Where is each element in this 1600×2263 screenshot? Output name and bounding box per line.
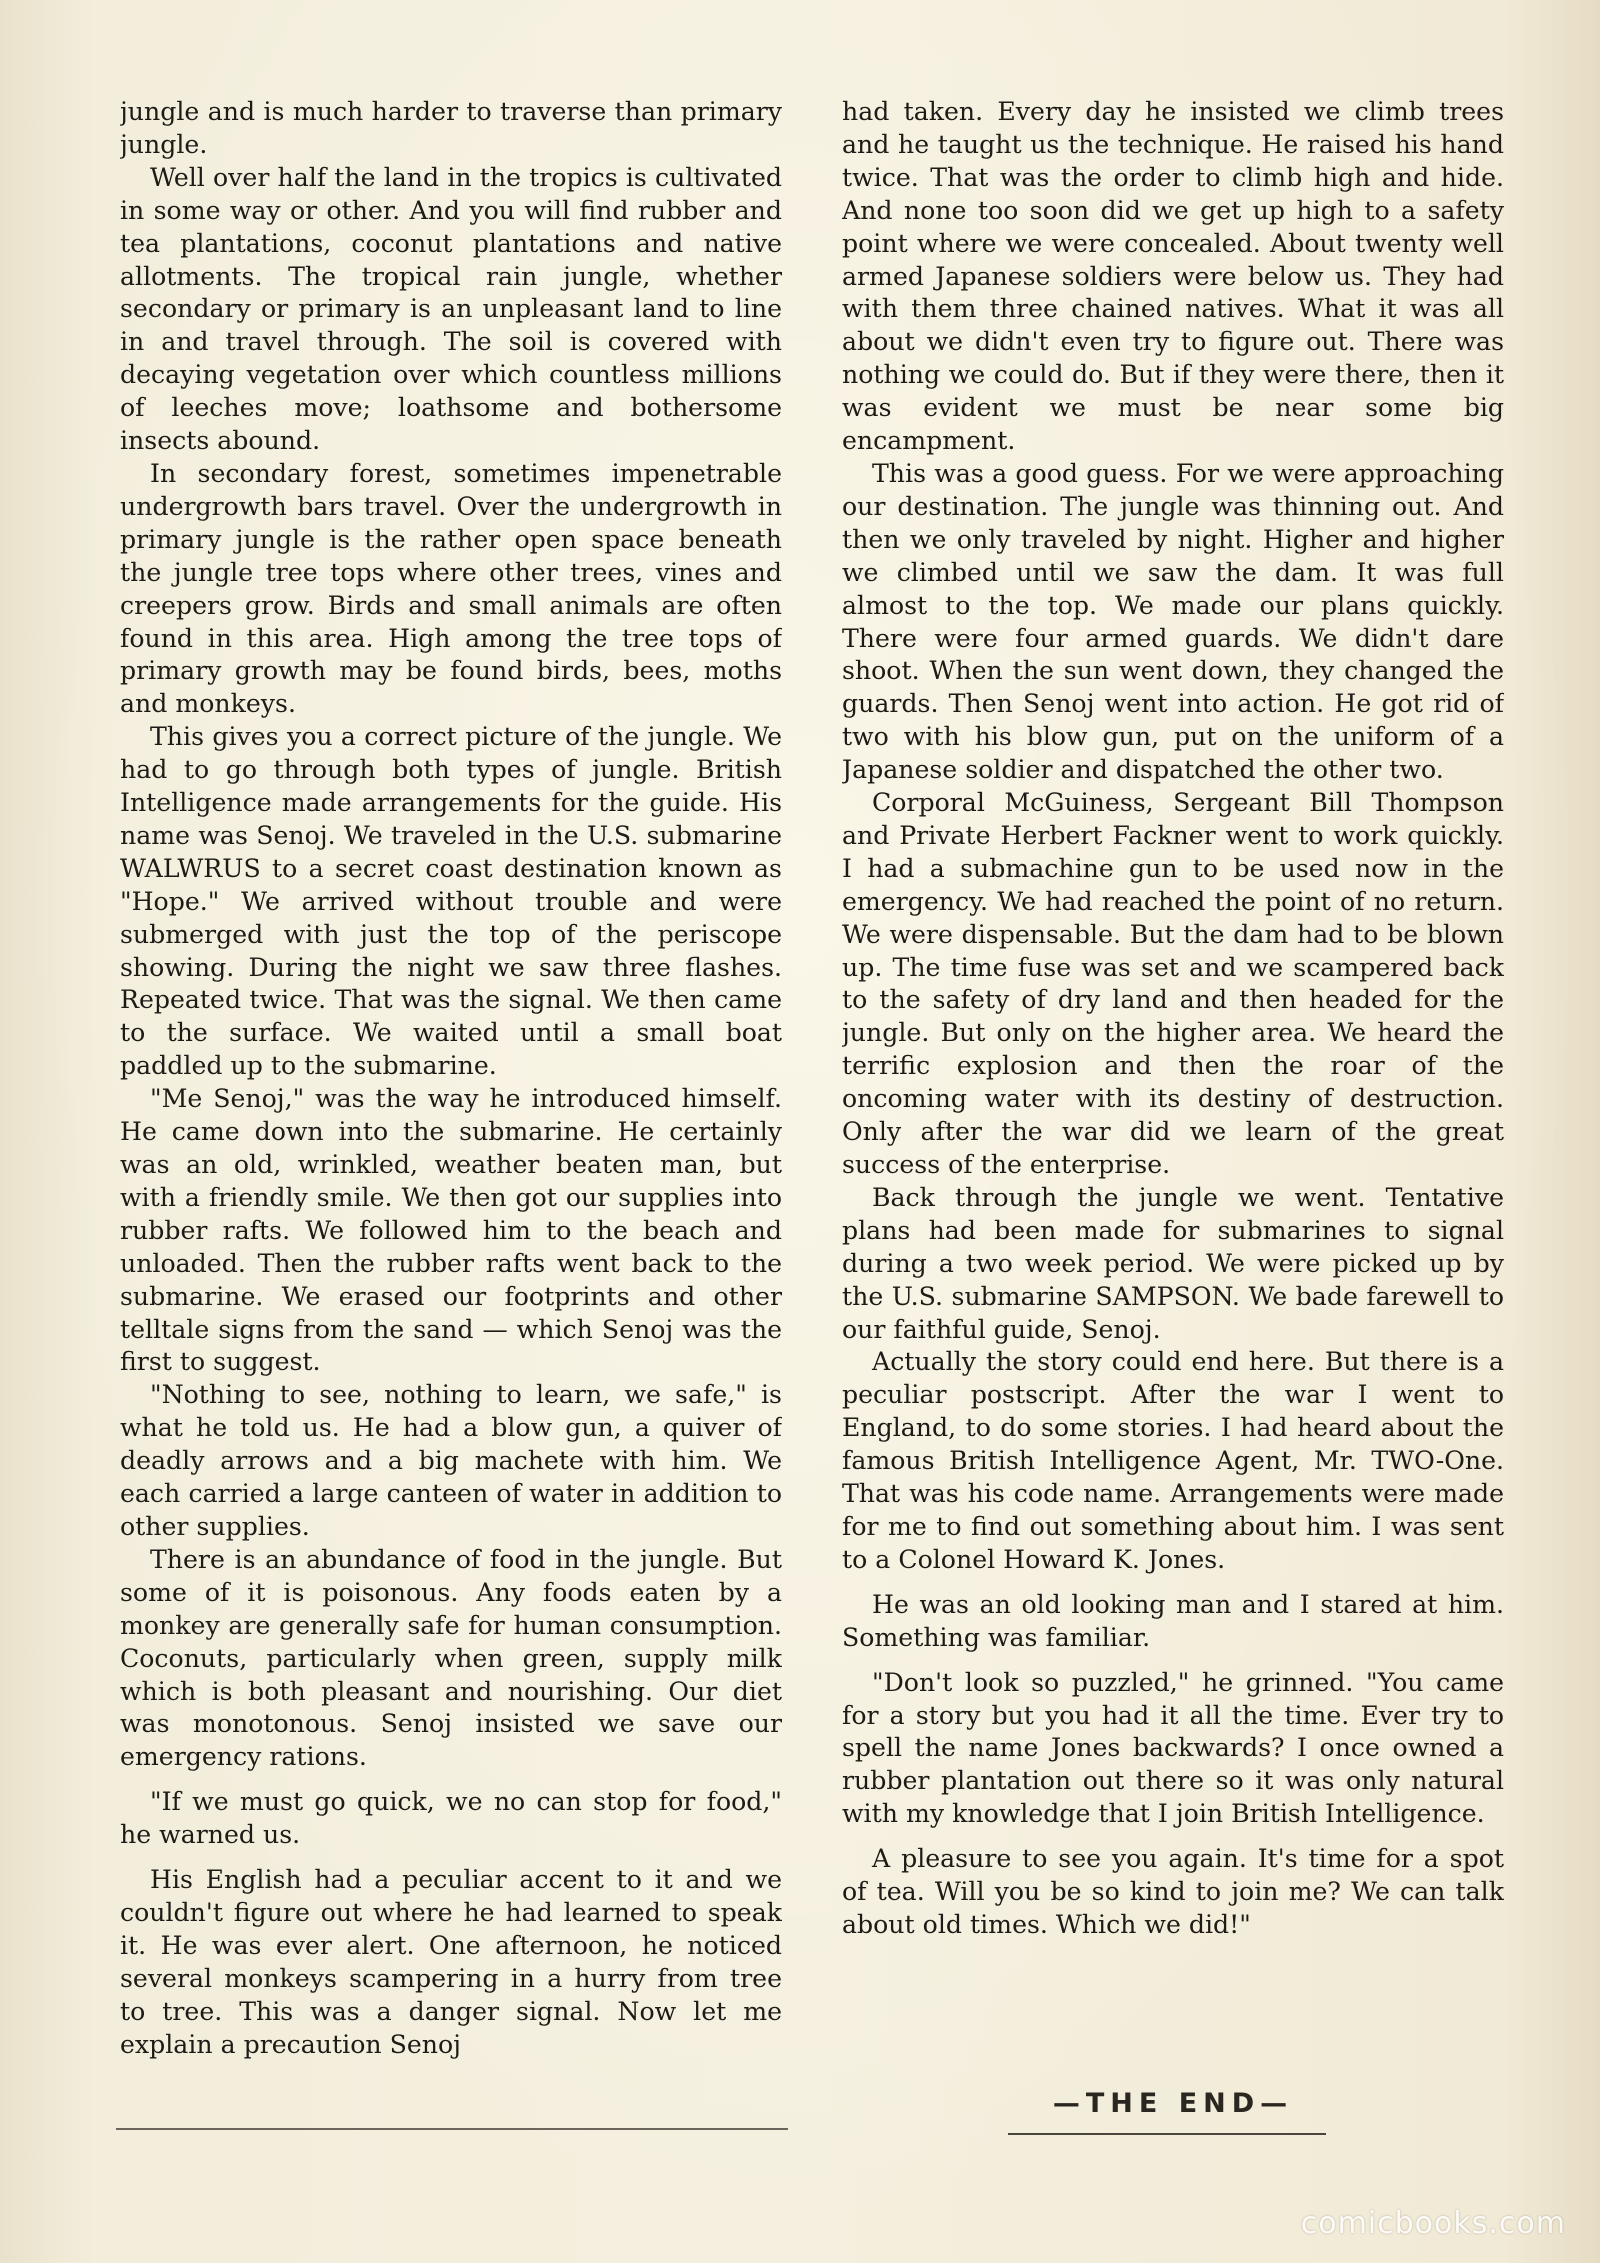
left-text-column (120, 96, 782, 2126)
paragraph: Back through the jungle we went. Tentative plans had been made for submarines to signal during a two week period. We were picked up by the U.S. submarine SAMPSON. We bade farewell to our faithful guide, Senoj. (842, 1182, 1504, 1344)
paragraph: "Me Senoj," was the way he introduced himself. He came down into the submarine. He certainly was an old, wrinkled, weather beaten man, but with a friendly smile. We then got our supplies into rubber rafts. We followed him to the beach and unloaded. Then the rubber rafts went back to the submarine. We erased our footprints and other telltale signs from the sand — which Senoj was the first to suggest. (120, 1084, 782, 1377)
paragraph: Corporal McGuiness, Sergeant Bill Thompson and Private Herbert Fackner went to work quickly. I had a submachine gun to be used now in the emergency. We had reached the point of no return. We were dispensable. But the dam had to be blown up. The time fuse was set and we scampered back to the safety of dry land and then headed for the jungle. But only on the higher area. We heard the terrific explosion and then the roar of the oncoming water with its destiny of destruction. Only after the war did we learn of the great success of the enterprise. (842, 788, 1504, 1179)
the-end-underline (1008, 2133, 1326, 2135)
paragraph: This was a good guess. For we were approaching our destination. The jungle was thinning out. And then we only traveled by night. Higher and higher we climbed until we saw the dam. It was full almost to the top. We made our plans quickly. There were four armed guards. We didn't dare shoot. When the sun went down, they changed the guards. Then Senoj went into action. He got rid of two with his blow gun, put on the uniform of a Japanese soldier and dispatched the other two. (842, 458, 1504, 785)
paragraph: A pleasure to see you again. It's time for a spot of tea. Will you be so kind to join me? We can talk about old times. Which we did!" (842, 1844, 1504, 1939)
paragraph: His English had a peculiar accent to it and we couldn't figure out where he had learned to speak it. He was ever alert. One afternoon, he noticed several monkeys scampering in a hurry from tree to tree. This was a danger signal. Now let me explain a precaution Senoj (120, 1865, 782, 2059)
paragraph: This gives you a correct picture of the jungle. We had to go through both types of jungle. British Intelligence made arrangements for the guide. His name was Senoj. We traveled in the U.S. submarine WALWRUS to a secret coast destination known as "Hope." We arrived without trouble and were submerged with just the top of the periscope showing. During the night we saw three flashes. Repeated twice. That was the signal. We then came to the surface. We waited until a small boat paddled up to the submarine. (120, 722, 782, 1081)
paragraph: jungle and is much harder to traverse than primary jungle. (120, 97, 782, 159)
paragraph: Actually the story could end here. But there is a peculiar postscript. After the war I went to England, to do some stories. I had heard about the famous British Intelligence Agent, Mr. TWO-One. That was his code name. Arrangements were made for me to find out something about him. I was sent to a Colonel Howard K. Jones. (842, 1347, 1504, 1574)
paragraph: There is an abundance of food in the jungle. But some of it is poisonous. Any foods eaten by a monkey are generally safe for human consumption. Coconuts, particularly when green, supply milk which is both pleasant and nourishing. Our diet was monotonous. Senoj insisted we save our emergency rations. (120, 1544, 782, 1772)
the-end-marker: —THE END— (1052, 2088, 1294, 2119)
site-watermark: comicbooks.com (1300, 2206, 1566, 2241)
paragraph: He was an old looking man and I stared at him. Something was familiar. (842, 1589, 1504, 1652)
paragraph: had taken. Every day he insisted we climb trees and he taught us the technique. He raised his hand twice. That was the order to climb high and hide. And none too soon did we get up high to a safety point where we were concealed. About twenty well armed Japanese soldiers were below us. They had with them three chained natives. What it was all about we didn't even try to figure out. There was nothing we could do. But if they were there, then it was evident we must be near some big encampment. (842, 97, 1504, 456)
paragraph: "Nothing to see, nothing to learn, we safe," is what he told us. He had a blow gun, a quiver of deadly arrows and a big machete with him. We each carried a large canteen of water in addition to other supplies. (120, 1380, 782, 1541)
paragraph: In secondary forest, sometimes impenetrable undergrowth bars travel. Over the undergrowth in primary jungle is the rather open space beneath the jungle tree tops where other trees, vines and creepers grow. Birds and small animals are often found in this area. High among the tree tops of primary growth may be found birds, bees, moths and monkeys. (120, 458, 782, 719)
paragraph: "If we must go quick, we no can stop for food," he warned us. (120, 1787, 782, 1850)
paragraph: Well over half the land in the tropics is cultivated in some way or other. And you will find rubber and tea plantations, coconut plantations and native allotments. The tropical rain jungle, whether secondary or primary is an unpleasant land to line in and travel through. The soil is covered with decaying vegetation over which countless millions of leeches move; loathsome and bothersome insects abound. (120, 162, 782, 456)
column-bottom-rule (116, 2128, 788, 2130)
paragraph: "Don't look so puzzled," he grinned. "You came for a story but you had it all the time. Ever try to spell the name Jones backwards? I once owned a rubber plantation out there so it was only natural with my knowledge that I join British Intelligence. (842, 1667, 1504, 1829)
right-text-column (842, 96, 1504, 2126)
